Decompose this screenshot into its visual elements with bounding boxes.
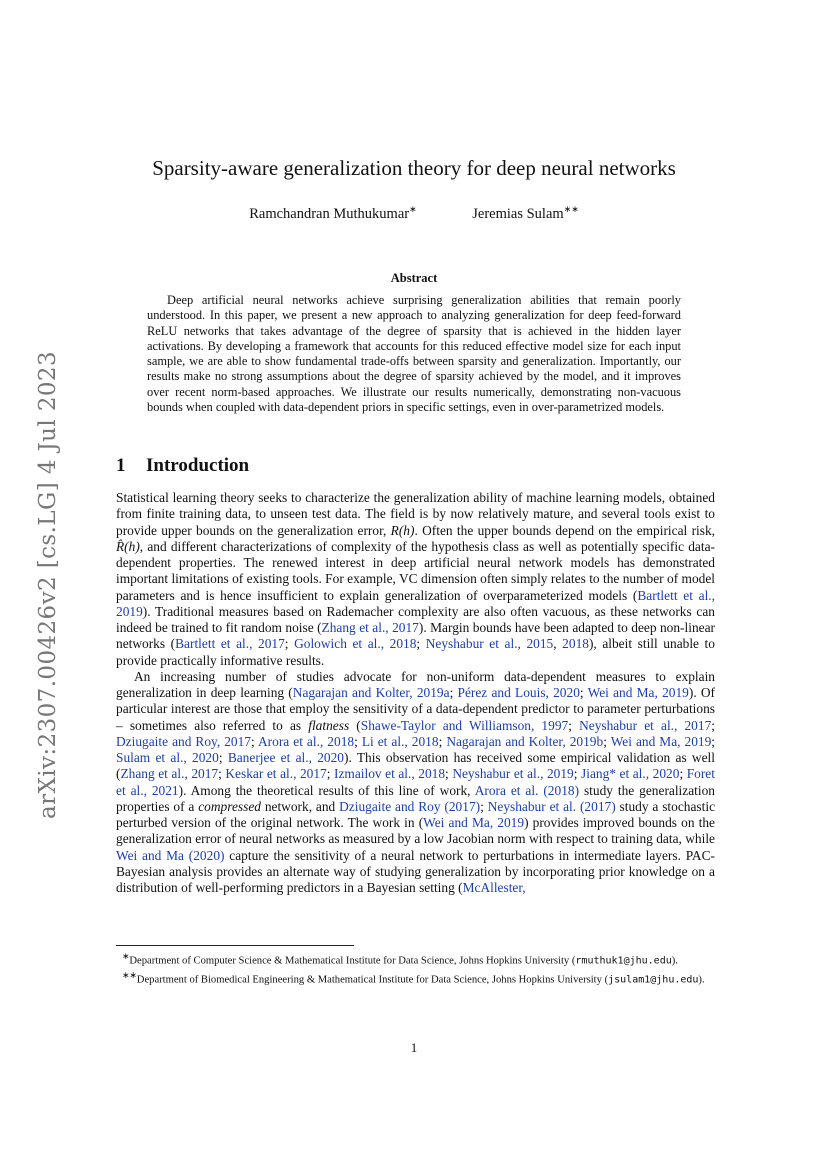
citation-link[interactable]: Wei and Ma, 2019 [423, 815, 525, 830]
emphasis: compressed [198, 798, 261, 814]
text-run: ; [284, 636, 295, 652]
math-inline: R(h) [390, 522, 415, 538]
citation-link[interactable]: Golowich et al., 2018 [294, 636, 417, 652]
citation-link[interactable]: Dziugaite and Roy (2017) [339, 798, 481, 814]
text-run: ; [218, 750, 228, 765]
text-run: ; [603, 733, 611, 749]
abstract-text: Deep artificial neural networks achieve surprising generalization abilities that remain poorly understood. In this paper, we present a new approach to analyzing generalization for deep feed-forward ReLU networks that takes advantage of the degree of sparsity that is achieved in the hidden layer activations. By developing a framework that accounts for this reduced effective model size for each input sample, we are able to show fundamental trade-offs between sparsity and generalization. Importantly, our results make no strong assumptions about the degree of sparsity achieved by the model, and it improves over recent norm-based approaches. We illustrate our results numerically, demonstrating non-vacuous bounds when coupled with data-dependent priors in specific settings, even in over-parametrized models. [147, 293, 681, 415]
citation-link[interactable]: Wei and Ma, 2019 [610, 733, 712, 749]
citation-link[interactable]: Sulam et al., 2020 [116, 750, 219, 765]
paragraph-1 [116, 490, 715, 669]
citation-link[interactable]: Dziugaite and Roy, 2017 [116, 733, 252, 749]
page-number: 1 [410, 1040, 418, 1055]
text-run: ; [573, 766, 582, 782]
text-run: . Often the upper bounds depend on the empirical risk, [414, 522, 715, 538]
email-address: jsulam1@jhu.edu [608, 974, 699, 986]
text-run: ), albeit still unable to provide practically informative results. [116, 636, 715, 668]
text-run: An increasing number of studies advocate for non-uniform data-dependent measures to explain generalization in deep learning ( [116, 668, 715, 700]
citation-link[interactable]: Bartlett et al., 2019 [116, 587, 715, 619]
citation-link[interactable]: Nagarajan and Kolter, 2019b [446, 733, 604, 749]
citation-link[interactable]: 2018 [562, 636, 589, 652]
text-run: ( [349, 717, 361, 733]
author-2-mark: ∗∗ [563, 204, 579, 214]
author-1 [249, 204, 416, 223]
body-text [116, 490, 715, 896]
text-run: study the generalization properties of a [116, 782, 716, 814]
citation-link[interactable]: Arora et al. (2018) [474, 782, 580, 798]
text-run: ). This observation has received some empirical validation as well ( [116, 750, 715, 782]
citation-link[interactable]: Arora et al., 2018 [258, 733, 355, 749]
section-title: Introduction [146, 455, 250, 476]
text-run: ). Traditional measures based on Rademacher complexity are also often vacuous, as these networks can indeed be trained to fit random noise ( [116, 603, 715, 635]
citation-link[interactable]: Neyshabur et al., 2015 [425, 636, 554, 652]
text-run: capture the sensitivity of a neural network to perturbations in intermediate layers. PAC-Bayesian analysis provides an alternate way of studying generalization by incorporating prior knowledge on a distribution of well-performing predictors in a Bayesian setting ( [116, 847, 715, 895]
citation-link[interactable]: Izmailov et al., 2018 [334, 766, 446, 782]
citation-link[interactable]: Keskar et al., 2017 [225, 766, 327, 782]
citation-link[interactable]: Shawe-Taylor and Williamson, 1997 [360, 717, 569, 733]
math-inline: R̂(h) [116, 538, 140, 554]
author-1-mark: ∗ [409, 204, 417, 214]
section-number: 1 [116, 455, 126, 476]
footnote-text: Department of Biomedical Engineering & Mathematical Institute for Data Science, Johns Hopkins University ( [136, 974, 609, 986]
abstract-heading: Abstract [390, 271, 438, 285]
footnote-text: Department of Computer Science & Mathematical Institute for Data Science, Johns Hopkins University ( [129, 955, 576, 967]
text-run: network, and [260, 798, 340, 814]
footnote-mark: ∗ [122, 951, 130, 961]
text-run: ; [445, 766, 453, 782]
arxiv-id: arXiv:2307.00426v2 [cs.LG] 4 Jul 2023 [35, 350, 61, 820]
paragraph-2 [116, 669, 715, 897]
author-2-name: Jeremias Sulam [472, 205, 564, 222]
text-run: study a stochastic perturbed version of the original network. The work in ( [116, 798, 716, 830]
email-address: rmuthuk1@jhu.edu [575, 955, 672, 967]
citation-link[interactable]: Zhang et al., 2017 [321, 620, 419, 635]
citation-link[interactable]: Bartlett et al., 2017 [175, 636, 285, 652]
footnote-close: ). [698, 974, 705, 986]
author-2 [472, 204, 579, 223]
text-run: ; [354, 733, 362, 749]
text-run: ; [480, 798, 488, 814]
author-list [0, 204, 828, 223]
text-run: , [553, 636, 563, 652]
text-run: ; [579, 685, 588, 700]
text-run: ). Margin bounds have been adapted to deep non-linear networks ( [116, 620, 715, 652]
citation-link[interactable]: Foret et al., 2021 [116, 766, 715, 798]
citation-link[interactable]: Pérez and Louis, 2020 [457, 685, 580, 700]
text-run: ; [449, 685, 458, 700]
text-run: Statistical learning theory seeks to characterize the generalization ability of machine learning models, obtained from finite training data, to unseen test data. The field is by now relatively mature, and several tools exist to provide upper bounds on the generalization error, [116, 490, 715, 538]
text-run: ; [416, 636, 426, 652]
citation-link[interactable]: Neyshabur et al., 2019 [452, 766, 574, 782]
citation-link[interactable]: Neyshabur et al. (2017) [487, 798, 616, 814]
footnote-2 [116, 969, 715, 987]
footnote-mark: ∗∗ [122, 969, 137, 980]
citation-link[interactable]: Wei and Ma, 2019 [587, 685, 689, 700]
emphasis: flatness [308, 717, 350, 733]
text-run: ). Among the theoretical results of this line of work, [178, 782, 475, 798]
text-run: ; [568, 717, 580, 733]
citation-link[interactable]: Li et al., 2018 [361, 733, 439, 749]
text-run: ; [711, 717, 716, 733]
text-run: , and different characterizations of complexity of the hypothesis class as well as potentially specific data-dependent properties. The renewed interest in deep artificial neural network models has demonstrated important limitations of existing tools. For example, VC dimension often simply relates to the number of model parameters and is hence insufficient to explain generalization of overparameterized models ( [116, 538, 715, 603]
text-run: ; [218, 766, 226, 782]
text-run: ; [679, 766, 687, 782]
footnote-close: ). [671, 955, 678, 967]
author-1-name: Ramchandran Muthukumar [249, 205, 410, 222]
text-run: ) provides improved bounds on the generalization error of neural networks as measured by a low Jacobian norm with respect to training data, while [116, 815, 716, 847]
text-run: ; [251, 733, 259, 749]
paper-title: Sparsity-aware generalization theory for deep neural networks [152, 156, 676, 180]
footnote-rule [116, 945, 354, 946]
citation-link[interactable]: Wei and Ma (2020) [116, 847, 225, 863]
citation-link[interactable]: Banerjee et al., 2020 [227, 750, 344, 765]
citation-link[interactable]: Neyshabur et al., 2017 [579, 717, 712, 733]
text-run: ; [438, 733, 447, 749]
footnote-1 [116, 950, 715, 968]
footnotes [116, 950, 715, 986]
text-run: ; [711, 733, 716, 749]
citation-link[interactable]: Nagarajan and Kolter, 2019a [292, 685, 450, 700]
citation-link[interactable]: McAllester, [462, 880, 526, 895]
citation-link[interactable]: Jiang* et al., 2020 [581, 766, 680, 782]
text-run: ; [326, 766, 335, 782]
section-heading [116, 455, 249, 477]
citation-link[interactable]: Zhang et al., 2017 [120, 766, 219, 782]
text-run: ). Of particular interest are those that employ the sensitivity of a data-dependent predictor to parameter perturbations – sometimes also referred to as [116, 685, 716, 733]
